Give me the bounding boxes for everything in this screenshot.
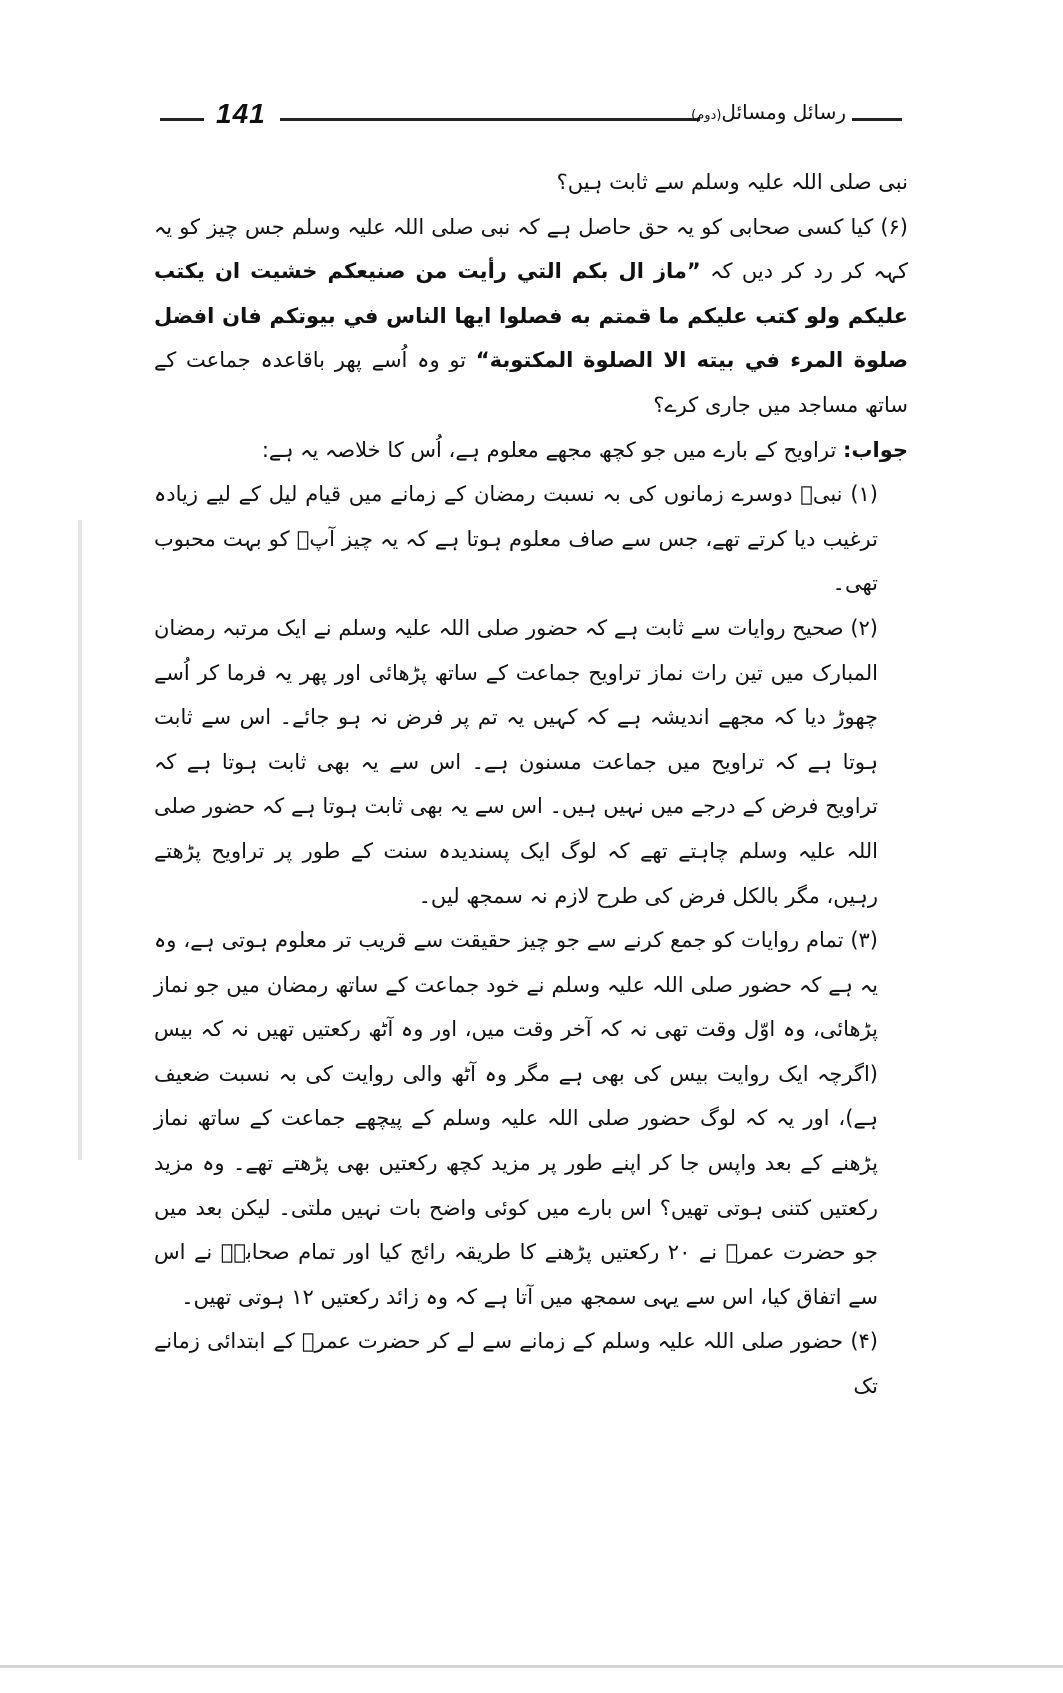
answer-point-1: (۱) نبیؐ دوسرے زمانوں کی بہ نسبت رمضان کے زمانے میں قیام لیل کے لیے زیادہ ترغیب دیا کرتے تھے، جس سے صاف معلوم ہوتا ہے کہ یہ چیز آپؐ کو بہت محبوب تھی۔ — [154, 482, 878, 596]
question-6 — [154, 205, 908, 428]
arabic-quote-line-2: قمتم به فصلوا ايها الناس في بيوتكم فان افضل صلوة المرء في بيته الا الصلوة — [154, 303, 908, 373]
running-title-text: رسائل ومسائل — [721, 100, 846, 124]
answer-point-3: (۳) تمام روایات کو جمع کرنے سے جو چیز حقیقت سے قریب تر معلوم ہوتی ہے، وہ یہ ہے کہ حضور صلی اللہ علیہ وسلم نے خود جماعت کے ساتھ رمضان میں جو نماز پڑھائی، وہ اوّل وقت تھی نہ کہ آخر وقت میں، اور وہ آٹھ رکعتیں تھیں نہ کہ بیس (اگرچہ ایک روایت بیس کی بھی ہے مگر وہ آٹھ والی روایت کی بہ نسبت ضعیف ہے)، اور یہ کہ لوگ حضور صلی اللہ علیہ وسلم کے پیچھے جماعت کے ساتھ نماز پڑھنے کے بعد واپس جا کر اپنے طور پر مزید کچھ رکعتیں بھی پڑھتے تھے۔ وہ مزید رکعتیں کتنی ہوتی تھیں؟ اس بارے میں کوئی واضح بات نہیں ملتی۔ لیکن بعد میں جو حضرت عمرؓ نے ۲۰ رکعتیں پڑھنے کا طریقہ رائج کیا اور تمام صحابہؓ نے اس سے اتفاق کیا، اس سے یہی سمجھ میں آتا ہے کہ وہ زائد رکعتیں ۱۲ ہوتی تھیں۔ — [154, 928, 878, 1309]
arabic-quote-line-3: المكتوبة“ — [475, 348, 574, 373]
question-6-ending: تو وہ اُسے پھر باقاعدہ جماعت کے ساتھ مساجد میں جاری کرے؟ — [154, 348, 908, 417]
scan-gutter-shadow — [78, 520, 82, 1160]
header-rule-right — [852, 118, 902, 121]
running-title-volume: (دوم) — [691, 108, 722, 123]
arabic-quote-line-1: ”ماز ال بكم التي رأيت من صنيعكم خشيت ان يكتب عليكم ولو كتب عليكم ما — [154, 259, 909, 328]
question-6-text: (۶) کیا کسی صحابی کو یہ حق حاصل ہے کہ نبی صلی اللہ علیہ وسلم جس چیز کو یہ کہہ کر رد کر دیں کہ — [154, 214, 908, 284]
page-number: 141 — [216, 98, 266, 129]
page-header — [160, 96, 902, 136]
header-rule-left — [160, 118, 204, 121]
header-rule-middle — [280, 118, 700, 121]
answer-intro-text: تراویح کے بارے میں جو کچھ مجھے معلوم ہے، اُس کا خلاصہ یہ ہے: — [261, 437, 843, 462]
running-title — [691, 100, 846, 124]
answer-point-2: (۲) صحیح روایات سے ثابت ہے کہ حضور صلی اللہ علیہ وسلم نے ایک مرتبہ رمضان المبارک میں تین رات نماز تراویح جماعت کے ساتھ پڑھائی اور پھر یہ فرما کر اُسے چھوڑ دیا کہ مجھے اندیشہ ہے کہ کہیں یہ تم پر فرض نہ ہو جائے۔ اس سے ثابت ہوتا ہے کہ تراویح میں جماعت مسنون ہے۔ اس سے یہ بھی ثابت ہوتا ہے کہ تراویح فرض کے درجے میں نہیں ہیں۔ اس سے یہ بھی ثابت ہوتا ہے کہ حضور صلی اللہ علیہ وسلم چاہتے تھے کہ لوگ ایک پسندیدہ سنت کے طور پر تراویح پڑھتے رہیں، مگر بالکل فرض کی طرح لازم نہ سمجھ لیں۔ — [154, 615, 878, 908]
page-body — [154, 160, 908, 1409]
answer-label: جواب: — [843, 437, 908, 462]
answer-point-4: (۴) حضور صلی اللہ علیہ وسلم کے زمانے سے لے کر حضرت عمرؓ کے ابتدائی زمانے تک — [154, 1329, 878, 1399]
scan-bottom-edge — [0, 1665, 1063, 1668]
question-continuation: نبی صلی اللہ علیہ وسلم سے ثابت ہیں؟ — [556, 170, 908, 194]
answer-intro — [154, 428, 908, 473]
